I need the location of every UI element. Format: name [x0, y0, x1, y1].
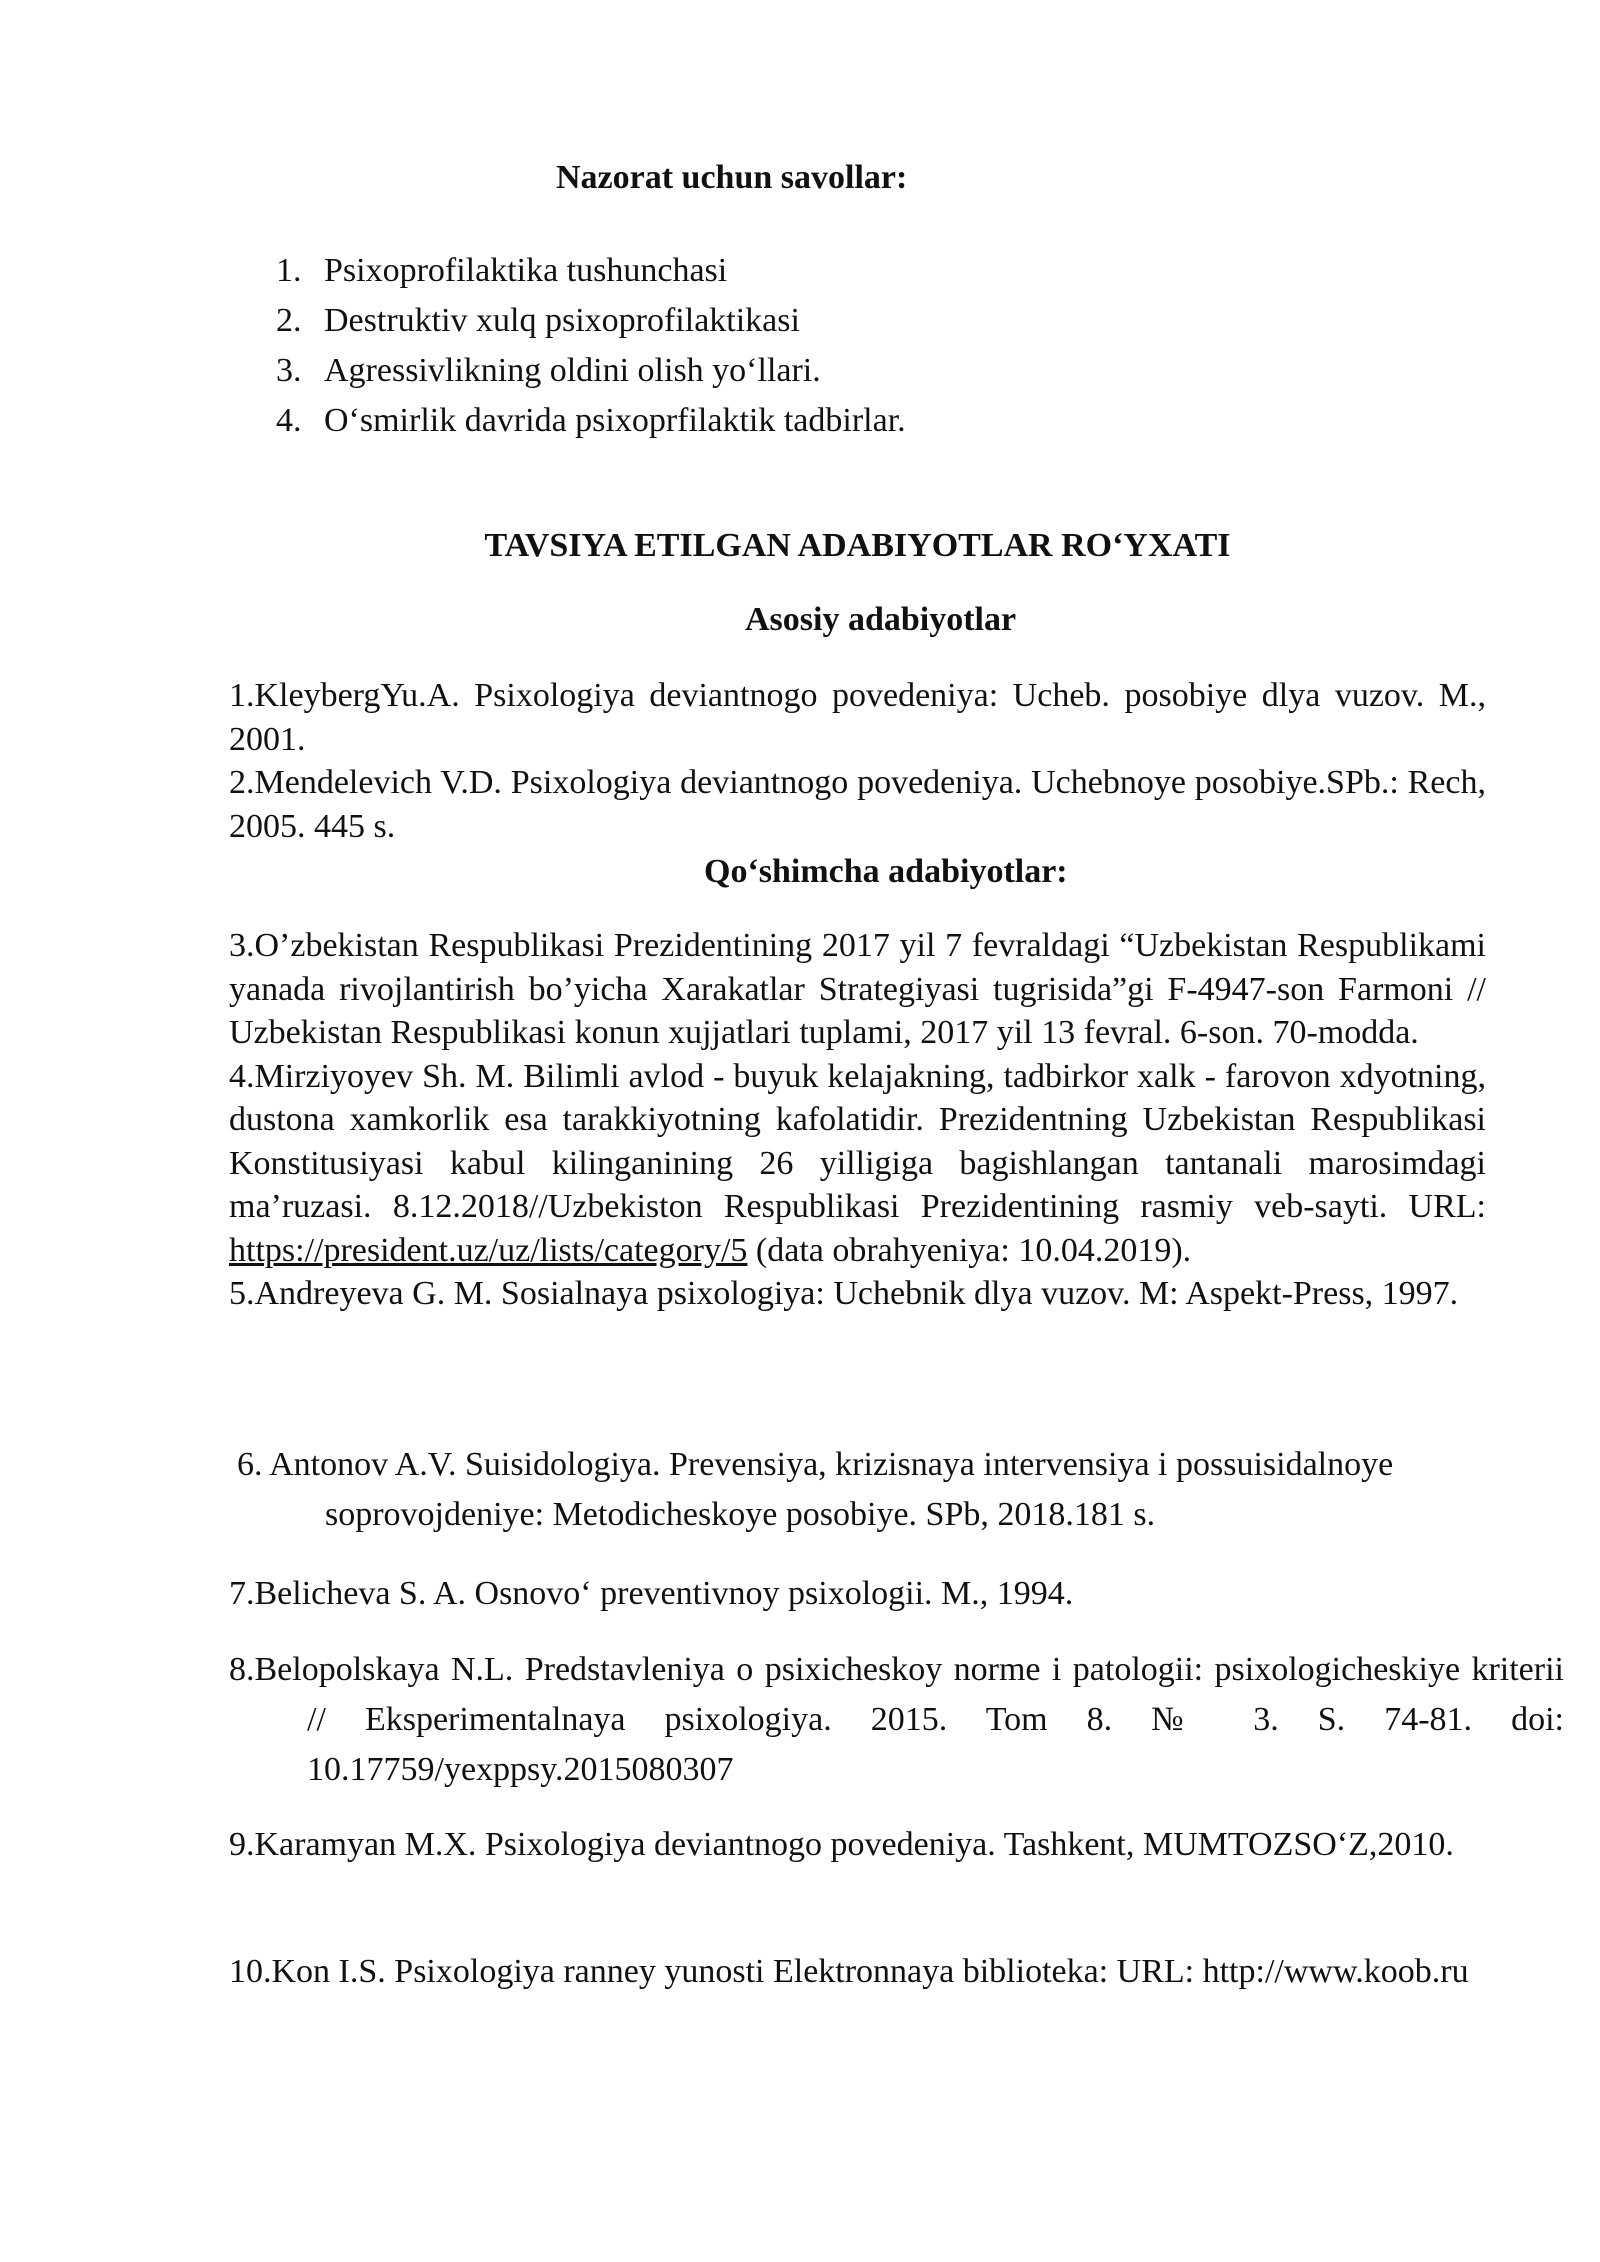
reference-item: 9.Karamyan M.X. Psixologiya deviantnogo povedeniya. Tashkent, MUMTOZSO‘Z,2010. — [229, 1826, 1454, 1863]
list-item: 1. Psixoprofilaktika tushunchasi — [276, 252, 728, 289]
control-questions-list — [276, 246, 1476, 446]
control-questions-title: Nazorat uchun savollar: — [556, 159, 908, 196]
literature-title: TAVSIYA ETILGAN ADABIYOTLAR RO‘YXATI — [484, 527, 1231, 564]
reference-item: 2.Mendelevich V.D. Psixologiya deviantnogo povedeniya. Uchebnoye posobiye.SPb.: Rech, 2005. 445 s. — [229, 764, 1486, 845]
list-item: 4. O‘smirlik davrida psixoprfilaktik tadbirlar. — [276, 402, 906, 439]
reference-item: 8.Belopolskaya N.L. Predstavleniya o psixicheskoy norme i patologii: psixologicheskiye kriterii // Eksperimentalnaya psixologiya. 2015. Tom 8. № 3. S. 74-81. doi: 10.17759/yexppsy.2015080307 — [229, 1651, 1564, 1788]
list-item: 3. Agressivlikning oldini olish yo‘llari. — [276, 352, 821, 389]
reference-item: 4.Mirziyoyev Sh. M. Bilimli avlod - buyuk kelajakning, tadbirkor xalk - farovon xdyotning, dustona xamkorlik esa tarakkiyotning kafolatidir. Prezidentning Uzbekistan Respublikasi Konstitusiyasi kabul kilinganining 26 yilligiga bagishlangan tantanali marosimdagi ma’ruzasi. 8.12.2018//Uzbekiston Respublikasi Prezidentining rasmiy veb-sayti. URL: https://president.uz/uz/lists/category/5 (data obrahyeniya: 10.04.2019). — [229, 1057, 1486, 1269]
reference-item: 5.Andreyeva G. M. Sosialnaya psixologiya: Uchebnik dlya vuzov. M: Aspekt-Press, 1997. — [229, 1275, 1459, 1312]
main-literature-title: Asosiy adabiyotlar — [745, 601, 1017, 638]
reference-item: 6. Antonov A.V. Suisidologiya. Prevensiya, krizisnaya intervensiya i possuisidalnoye soprovojdeniye: Metodicheskoye posobiye. SPb, 2018.181 s. — [237, 1446, 1394, 1533]
extra-literature-list — [229, 924, 1486, 1316]
president-site-link[interactable]: https://president.uz/uz/lists/category/5 — [229, 1231, 748, 1269]
reference-item: 10.Kon I.S. Psixologiya ranney yunosti Elektronnaya biblioteka: URL: http://www.koob.ru — [229, 1953, 1469, 1990]
reference-item: 7.Belicheva S. A. Osnovo‘ preventivnoy psixologii. M., 1994. — [229, 1575, 1074, 1612]
list-item: 2. Destruktiv xulq psixoprofilaktikasi — [276, 302, 800, 339]
extra-literature-title: Qo‘shimcha adabiyotlar: — [704, 853, 1068, 890]
main-literature-list — [229, 674, 1486, 848]
reference-item: 1.KleybergYu.A. Psixologiya deviantnogo povedeniya: Ucheb. posobiye dlya vuzov. M., 2001. — [229, 677, 1486, 758]
reference-item: 3.O’zbekistan Respublikasi Prezidentining 2017 yil 7 fevraldagi “Uzbekistan Respublikami yanada rivojlantirish bo’yicha Xarakatlar Strategiyasi tugrisida”gi F-4947-son Farmoni // Uzbekistan Respublikasi konun xujjatlari tuplami, 2017 yil 13 fevral. 6-son. 70-modda. — [229, 927, 1486, 1051]
